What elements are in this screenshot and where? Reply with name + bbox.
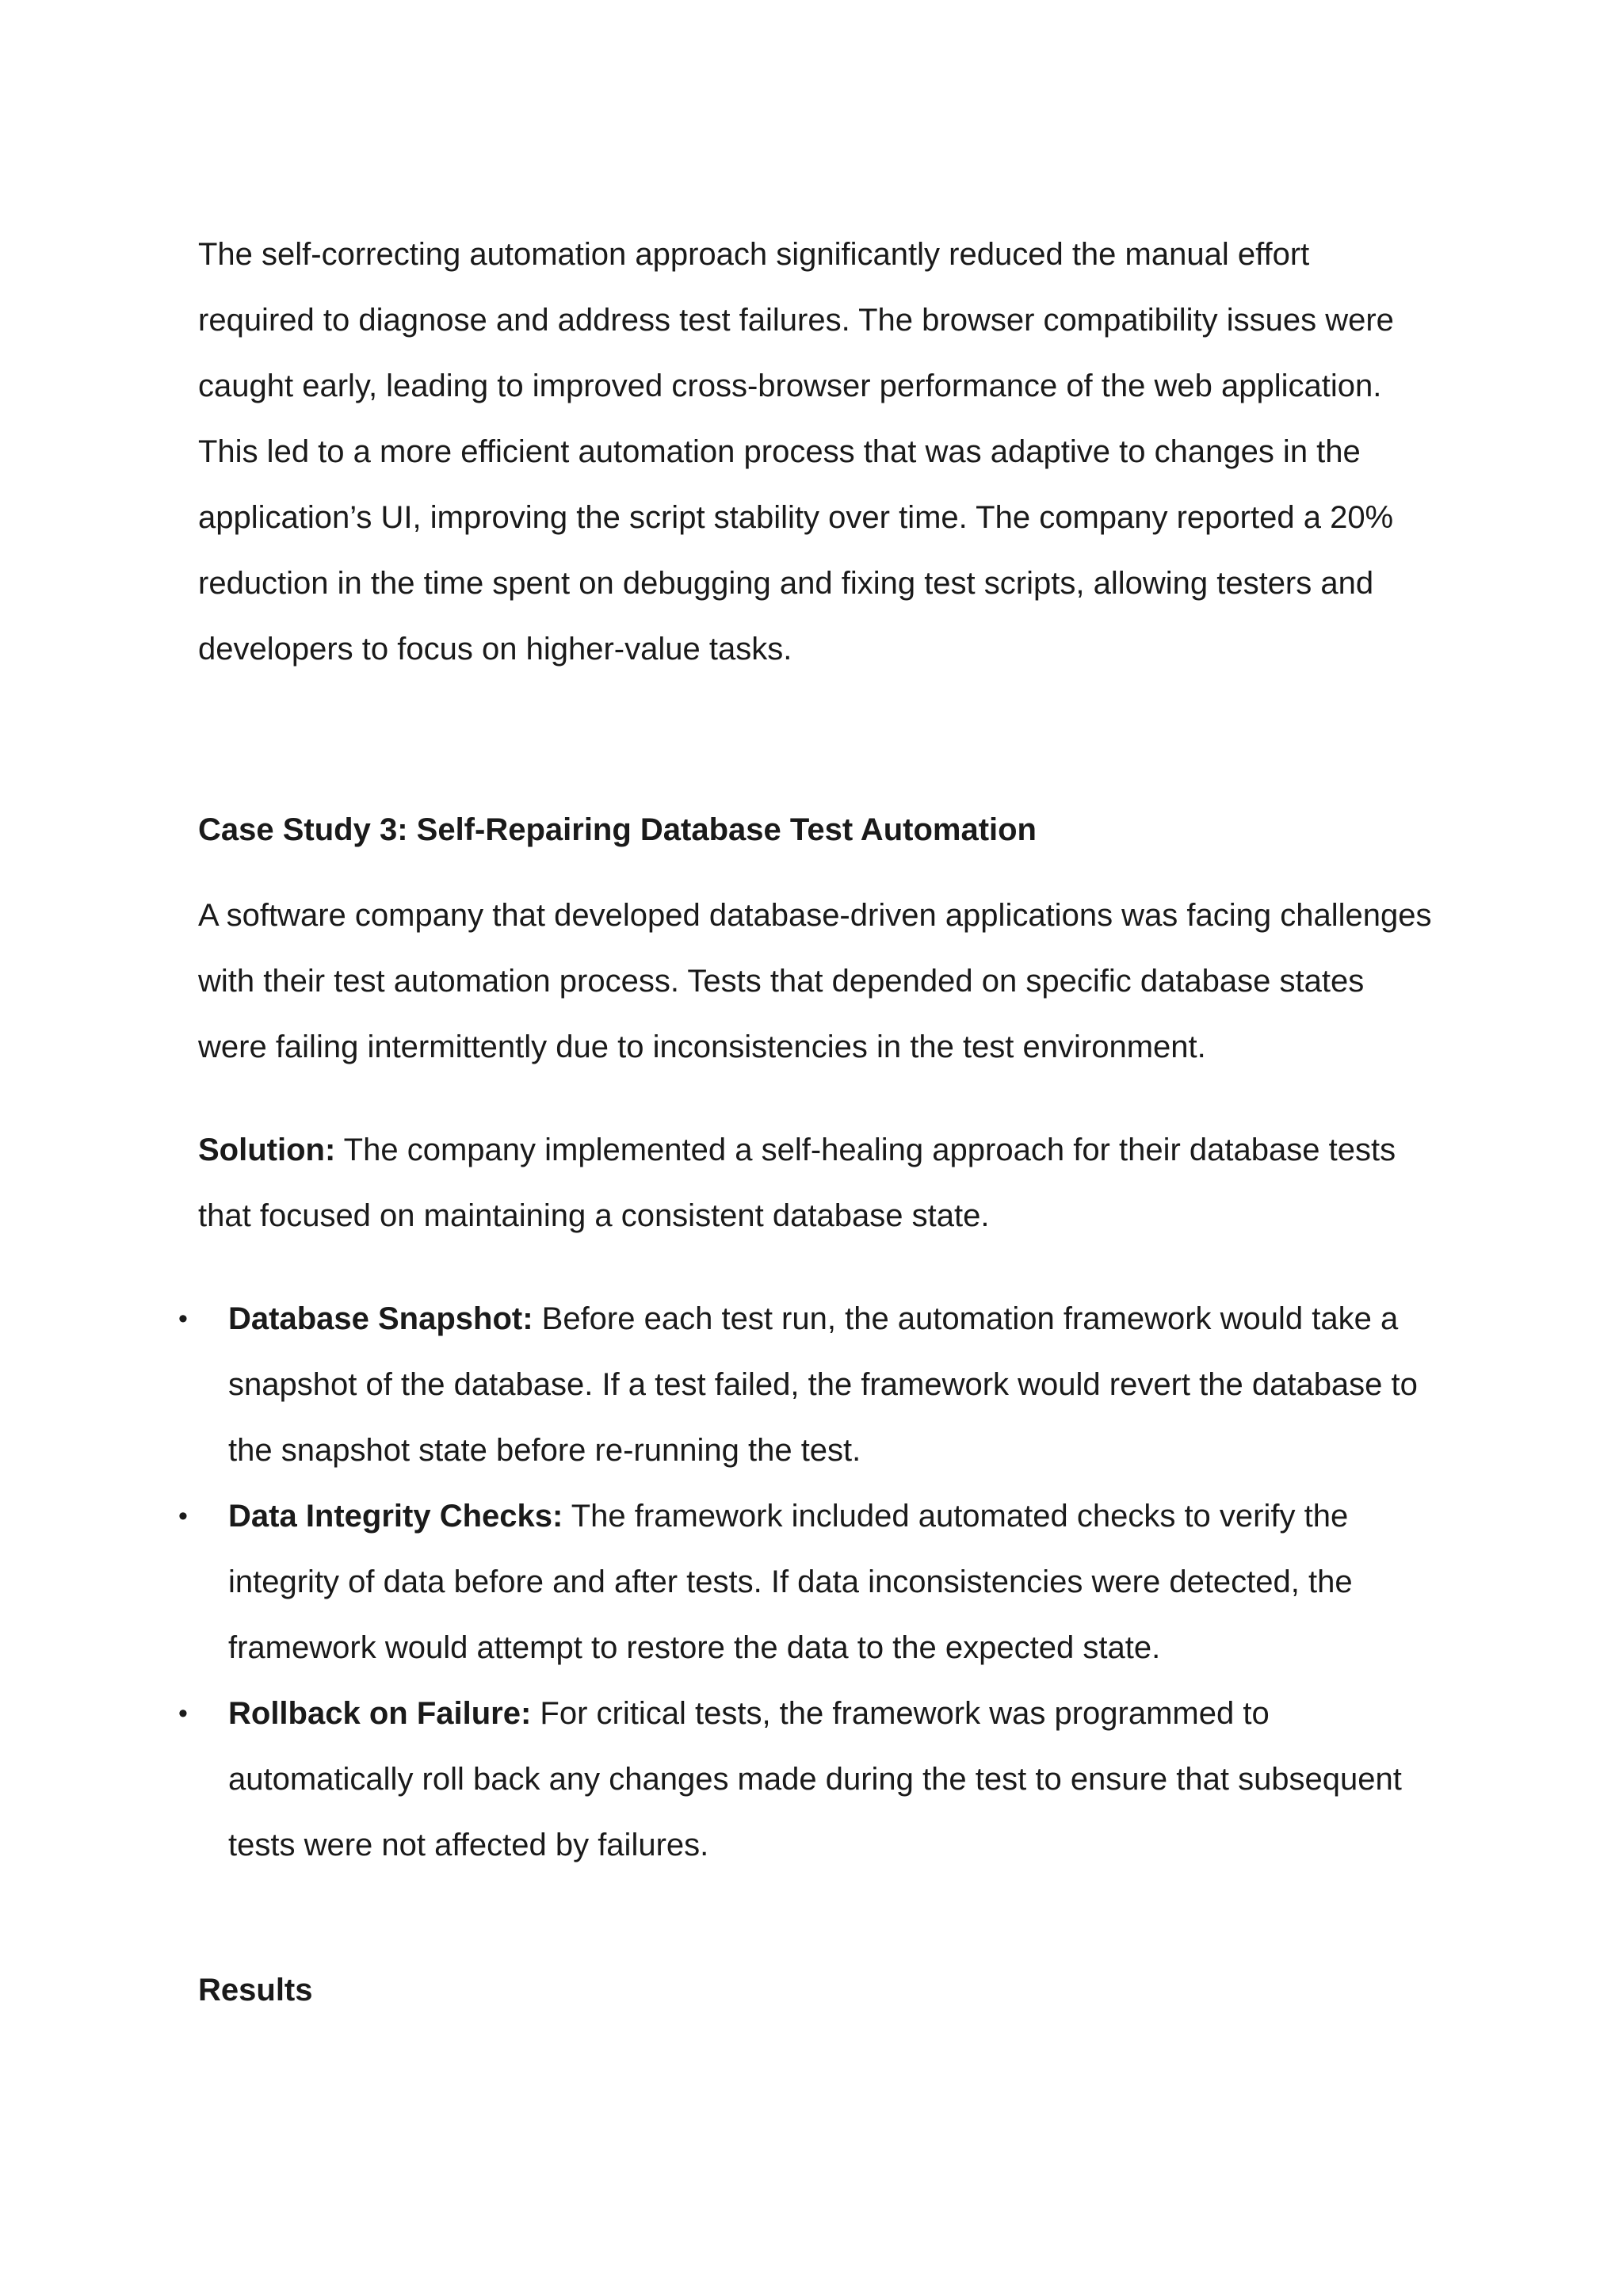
bullet-text: Before each test run, the automation framework would take a snapshot of the database. If a test failed, the framework would revert the database to the snapshot state before re-running the test. [228,1301,1418,1468]
bullet-icon: • [178,1698,188,1729]
bullet-label: Database Snapshot: [228,1301,533,1336]
document-page [178,222,1434,2023]
solution-label: Solution: [198,1133,336,1167]
list-item [178,1681,1434,1878]
list-item [178,1484,1434,1681]
bullet-list [178,1286,1434,1878]
case-study-description: A software company that developed database-driven applications was facing challenges with their test automation process. Tests that depended on specific database states were failing intermittently due to inconsistencies in the test environment. [198,898,1432,1064]
bullet-label: Data Integrity Checks: [228,1499,563,1534]
bullet-text: For critical tests, the framework was programmed to automatically roll back any changes made during the test to ensure that subsequent tests were not affected by failures. [228,1696,1402,1862]
list-item [178,1286,1434,1484]
bullet-text: The framework included automated checks to verify the integrity of data before and after tests. If data inconsistencies were detected, the framework would attempt to restore the data to the expected state. [228,1499,1353,1665]
case-study-heading: Case Study 3: Self-Repairing Database Test Automation [198,812,1037,847]
solution-text: The company implemented a self-healing approach for their database tests that focused on maintaining a consistent database state. [198,1133,1396,1233]
solution-paragraph [198,1117,1434,1249]
bullet-label: Rollback on Failure: [228,1696,532,1731]
results-heading: Results [198,1973,313,2008]
intro-paragraph: The self-correcting automation approach significantly reduced the manual effort required to diagnose and address test failures. The browser compatibility issues were caught early, leading to improved cross-browser performance of the web application. This led to a more efficient automation process that was adaptive to changes in the application’s UI, improving the script stability over time. The company reported a 20% reduction in the time spent on debugging and fixing test scripts, allowing testers and developers to focus on higher-value tasks. [198,237,1394,667]
bullet-icon: • [178,1304,188,1334]
bullet-icon: • [178,1501,188,1531]
